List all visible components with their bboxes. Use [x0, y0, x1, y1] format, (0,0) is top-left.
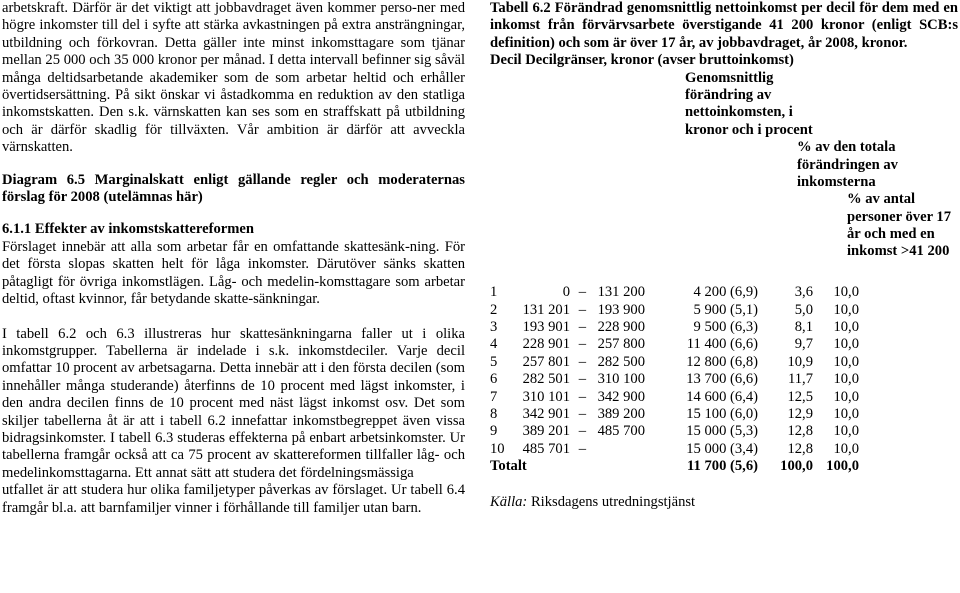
- total-label: Totalt: [490, 458, 527, 475]
- table-row: [490, 423, 859, 440]
- share-cell: 12,5: [787, 388, 813, 405]
- table-row: [490, 389, 859, 406]
- table-row: [490, 319, 859, 336]
- range-from-cell: 257 801: [522, 353, 570, 370]
- share-cell: 9,7: [794, 336, 813, 353]
- change-cell: 9 500 (6,3): [693, 319, 758, 336]
- share-cell: 12,8: [787, 423, 813, 440]
- range-dash-cell: –: [578, 336, 586, 353]
- range-from-cell: 342 901: [522, 406, 570, 423]
- range-dash-cell: –: [578, 353, 586, 370]
- decil-cell: 8: [490, 406, 498, 423]
- share-cell: 8,1: [794, 319, 813, 336]
- range-from-cell: 310 101: [522, 388, 570, 405]
- diagram-caption: Diagram 6.5 Marginalskatt enligt gällande regler och moderaternas förslag för 2008 (utelämnas här): [2, 171, 465, 206]
- range-dash-cell: –: [578, 301, 586, 318]
- range-from-cell: 193 901: [522, 319, 570, 336]
- pop-cell: 10,0: [833, 336, 859, 353]
- decil-cell: 7: [490, 388, 498, 405]
- range-to-cell: 485 700: [597, 423, 645, 440]
- pop-cell: 10,0: [833, 319, 859, 336]
- header-change: Genomsnittlig förändring av nettoinkomsten, i kronor och i procent: [685, 69, 813, 138]
- decile-table: [490, 284, 859, 475]
- change-cell: 15 000 (3,4): [686, 440, 758, 457]
- change-cell: 11 400 (6,6): [686, 336, 758, 353]
- decil-cell: 5: [490, 353, 498, 370]
- share-cell: 12,9: [787, 406, 813, 423]
- range-to-cell: 131 200: [597, 284, 645, 301]
- table-row: [490, 302, 859, 319]
- range-to-cell: 389 200: [597, 406, 645, 423]
- range-from-cell: 131 201: [522, 301, 570, 318]
- header-share: % av den totala förändringen av inkomsterna: [797, 139, 898, 191]
- range-from-cell: 389 201: [522, 423, 570, 440]
- pop-cell: 10,0: [833, 406, 859, 423]
- paragraph-intro: arbetskraft. Därför är det viktigt att jobbavdraget även kommer perso-ner med högre inkomster till del i syfte att stärka avkastningen på extra ansträngningar, utbildning och förkovran. Detta gäller inte minst inkomsttagare som tjänar mellan 25 000 och 35 000 kronor per månad. I detta intervall befinner sig såväl många deltidsarbetande akademiker som de som arbetar heltid och erhåller övertidsersättning. På sikt önskar vi åstadkomma en reduktion av den statliga inkomstskatten. Den s.k. värnskatten kan ses som en straffskatt på utbildning och är därför skadlig för tillväxten. Vår ambition är därför att avveckla värnskatten.: [2, 0, 465, 156]
- range-to-cell: 342 900: [597, 388, 645, 405]
- table-header: [490, 52, 958, 284]
- change-cell: 14 600 (6,4): [686, 388, 758, 405]
- change-cell: 13 700 (6,6): [686, 371, 758, 388]
- range-from-cell: 282 501: [522, 371, 570, 388]
- source-text: Riksdagens utredningstjänst: [527, 493, 696, 510]
- pop-cell: 10,0: [833, 353, 859, 370]
- table-row: [490, 354, 859, 371]
- change-cell: 5 900 (5,1): [693, 301, 758, 318]
- section-heading: 6.1.1 Effekter av inkomstskattereformen: [2, 221, 254, 238]
- header-decil: Decil Decilgränser, kronor (avser bruttoinkomst): [490, 52, 794, 69]
- range-dash-cell: –: [578, 319, 586, 336]
- change-cell: 12 800 (6,8): [686, 353, 758, 370]
- total-share: 100,0: [780, 458, 813, 475]
- share-cell: 5,0: [794, 301, 813, 318]
- range-dash-cell: –: [578, 284, 586, 301]
- change-cell: 15 000 (5,3): [686, 423, 758, 440]
- header-pop: % av antal personer över 17 år och med en inkomst >41 200: [847, 191, 952, 260]
- table-title: Tabell 6.2 Förändrad genomsnittlig nettoinkomst per decil för dem med en inkomst från förvärvsarbete överstigande 41 200 kronor (enligt SCB:s definition) och som är över 17 år, av jobbavdraget, år 2008, kronor.: [490, 0, 958, 51]
- paragraph-families: utfallet är att studera hur olika familjetyper påverkas av förslaget. Ur tabell 6.4 framgår bl.a. att barnfamiljer vinner i förhållande till familjer utan barn.: [2, 482, 465, 516]
- share-cell: 11,7: [788, 371, 813, 388]
- decil-cell: 4: [490, 336, 498, 353]
- range-from-cell: 0: [562, 284, 570, 301]
- pop-cell: 10,0: [833, 440, 859, 457]
- decil-cell: 1: [490, 284, 498, 301]
- decil-cell: 3: [490, 319, 498, 336]
- decil-cell: 2: [490, 301, 498, 318]
- range-to-cell: 193 900: [597, 301, 645, 318]
- total-change: 11 700 (5,6): [687, 458, 758, 475]
- range-dash-cell: –: [578, 440, 586, 457]
- change-cell: 15 100 (6,0): [686, 406, 758, 423]
- range-to-cell: 228 900: [597, 319, 645, 336]
- range-dash-cell: –: [578, 406, 586, 423]
- range-to-cell: [590, 441, 645, 458]
- range-dash-cell: –: [578, 388, 586, 405]
- range-dash-cell: –: [578, 423, 586, 440]
- table-row: [490, 336, 859, 353]
- pop-cell: 10,0: [833, 388, 859, 405]
- range-to-cell: 282 500: [597, 353, 645, 370]
- range-from-cell: 485 701: [522, 440, 570, 457]
- share-cell: 3,6: [794, 284, 813, 301]
- decil-cell: 9: [490, 423, 498, 440]
- source-label: Källa:: [490, 493, 528, 510]
- share-cell: 12,8: [787, 440, 813, 457]
- range-to-cell: 257 800: [597, 336, 645, 353]
- total-pop: 100,0: [826, 458, 859, 475]
- pop-cell: 10,0: [833, 371, 859, 388]
- range-to-cell: 310 100: [597, 371, 645, 388]
- decil-cell: 6: [490, 371, 498, 388]
- paragraph-proposal: Förslaget innebär att alla som arbetar får en omfattande skattesänk-ning. För det första slopas skatten helt för låga inkomster. Därutöver sänks skatten påtagligt för övriga inkomstlägen. Låg- och medelin-komsttagare som arbetar deltid, oftast kvinnor, får betydande skatte-sänkningar.: [2, 238, 465, 308]
- right-column: [490, 0, 958, 511]
- paragraph-tables: I tabell 6.2 och 6.3 illustreras hur skattesänkningarna faller ut i olika inkomstgrupper. Tabellerna är indelade i s.k. inkomstdeciler. Varje decil omfattar 10 procent av arbetsagarna. Detta innebär att i den första decilen (som innehåller många studerande) återfinns de 10 procent med lägst inkomster, i den andra decilen finns de 10 procent med näst lägst inkomst osv. Det som skiljer tabellerna åt är att i tabell 6.2 innefattar inkomstbegreppet även vissa bidragsinkomster. I tabell 6.3 studeras effekterna på enbart arbetsinkomster. Ur tabellerna framgår också att ca 75 procent av skattereformen tillfaller låg- och medelinkomsttagarna. Ett annat sätt att studera det fördelningsmässiga: [2, 325, 465, 481]
- table-row: [490, 406, 859, 423]
- table-row: [490, 284, 859, 301]
- table-row: [490, 441, 859, 458]
- table-total-row: [490, 458, 859, 475]
- decil-cell: 10: [490, 440, 505, 457]
- left-column: [2, 0, 465, 517]
- table-source: [490, 494, 958, 511]
- table-row: [490, 371, 859, 388]
- range-from-cell: 228 901: [522, 336, 570, 353]
- pop-cell: 10,0: [833, 284, 859, 301]
- pop-cell: 10,0: [833, 423, 859, 440]
- range-dash-cell: –: [578, 371, 586, 388]
- share-cell: 10,9: [787, 353, 813, 370]
- pop-cell: 10,0: [833, 301, 859, 318]
- change-cell: 4 200 (6,9): [693, 284, 758, 301]
